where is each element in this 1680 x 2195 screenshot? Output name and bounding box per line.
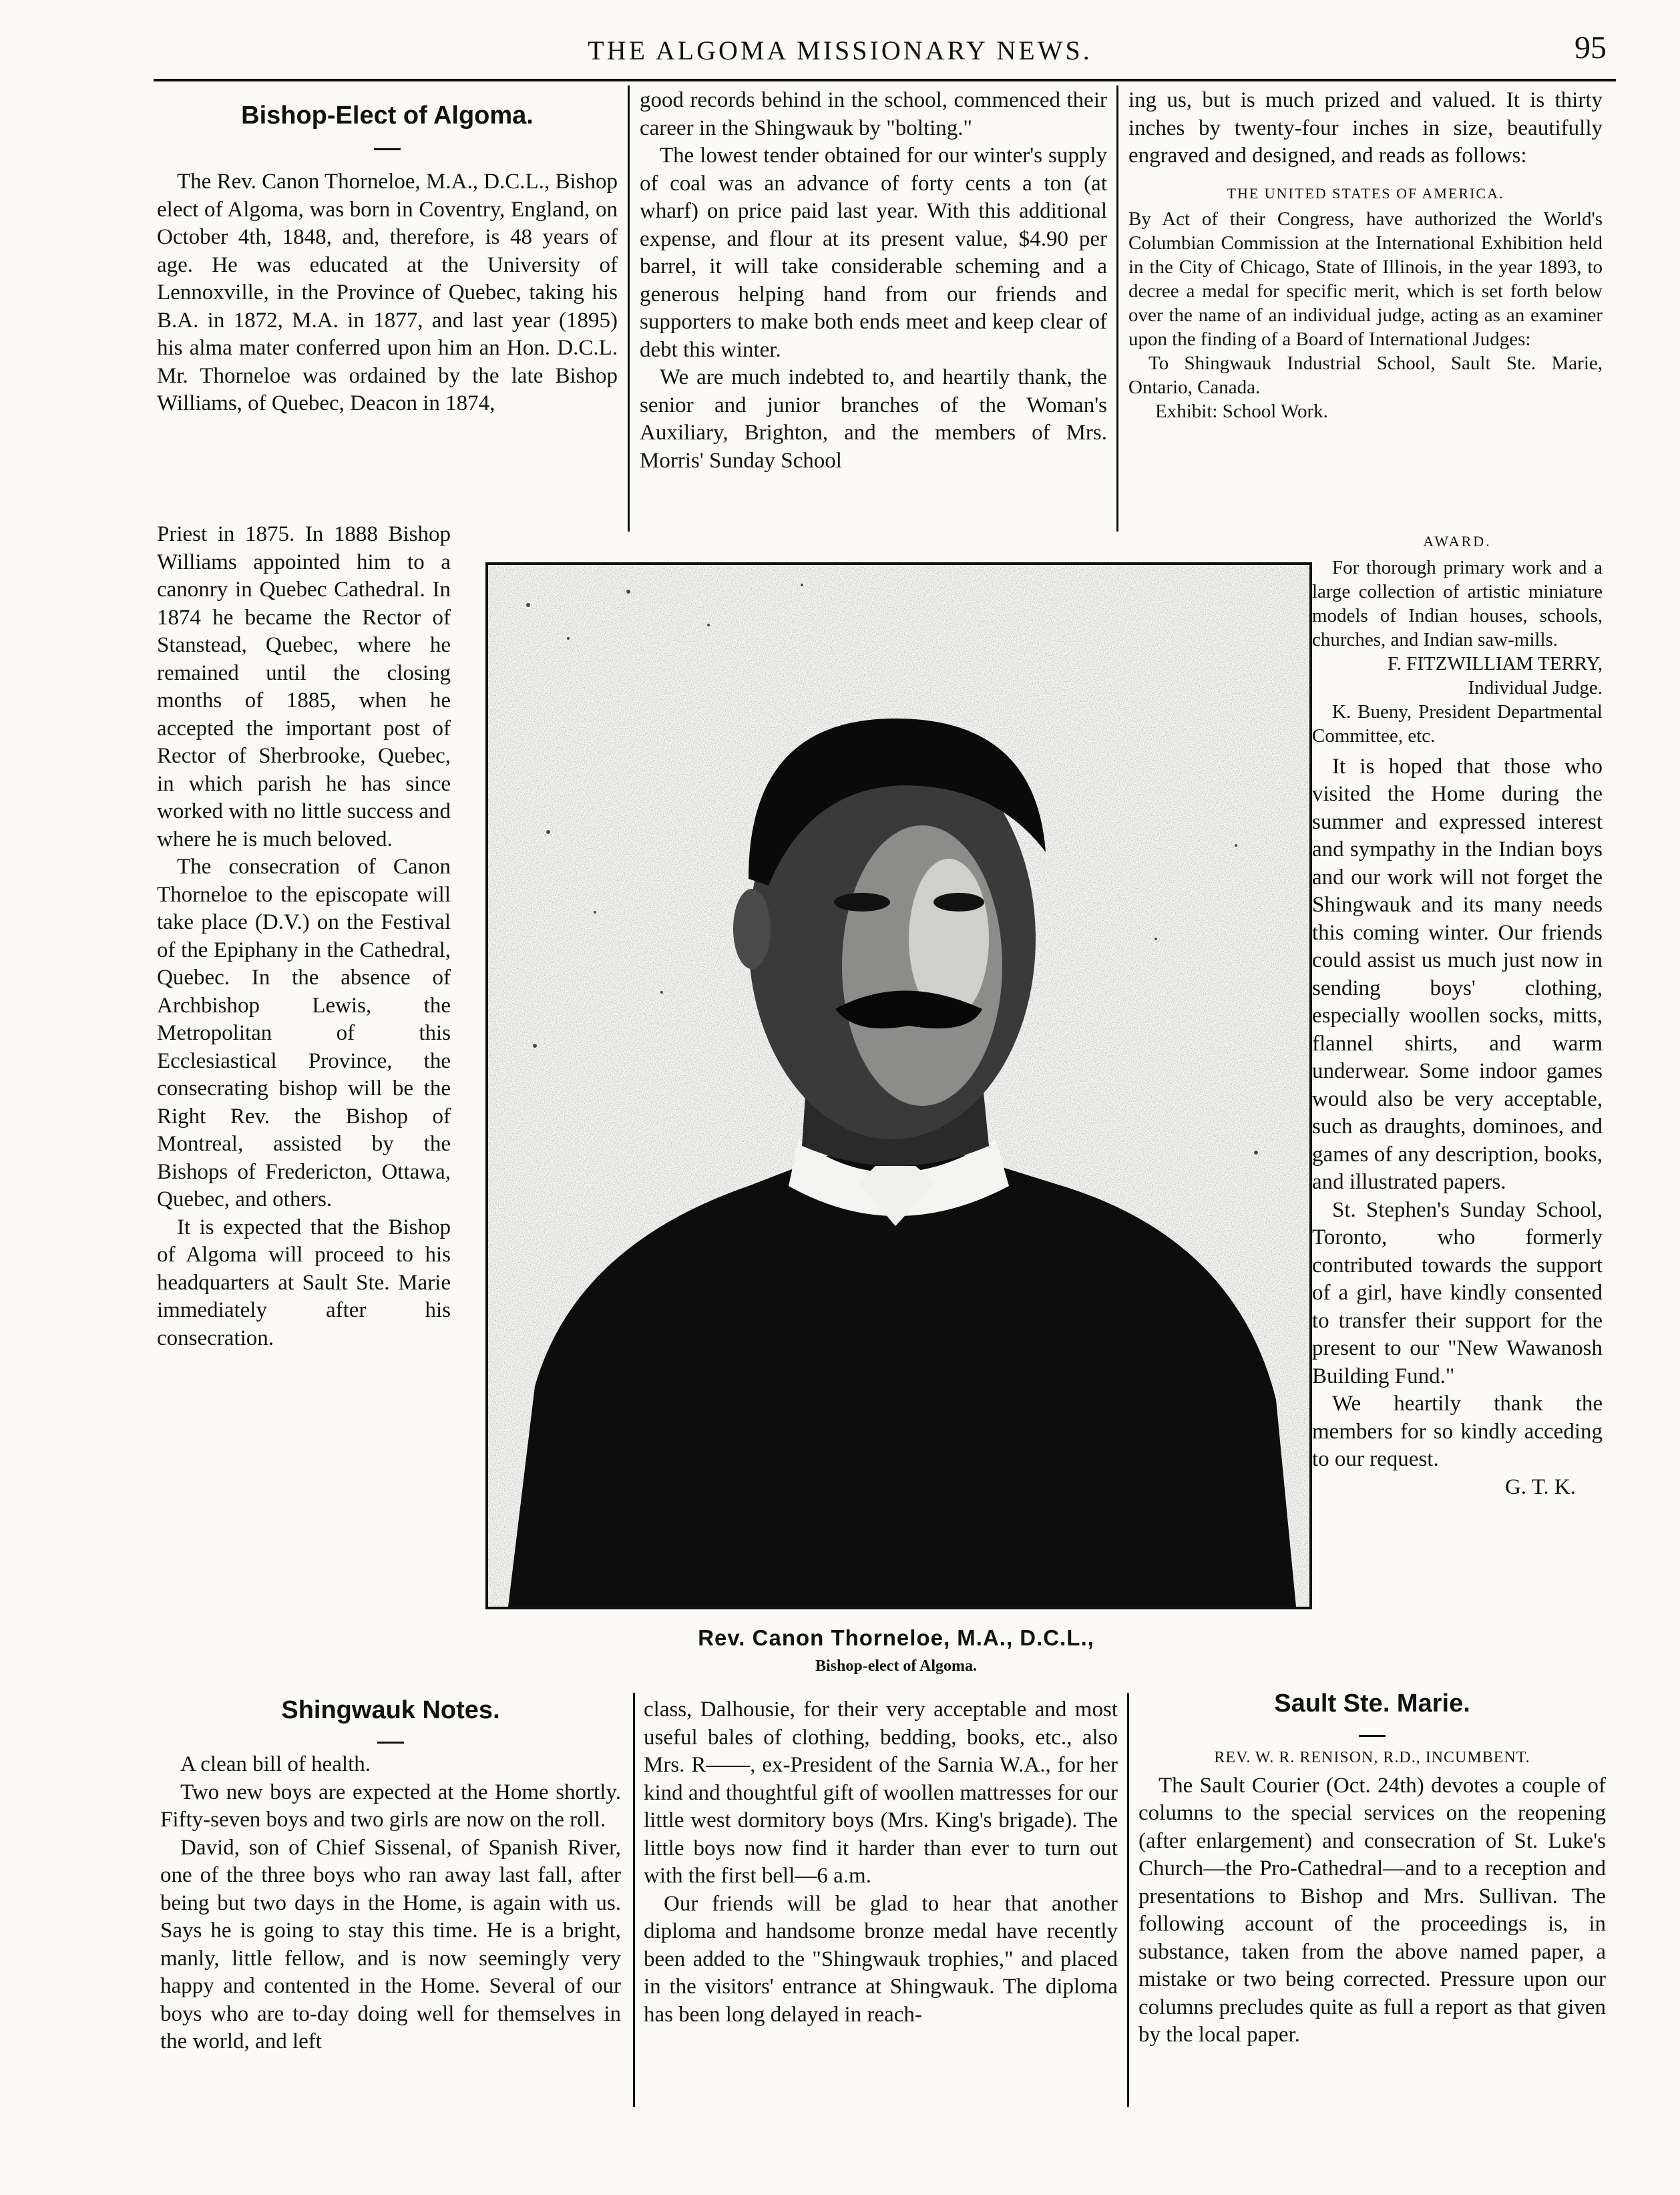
- right-para4: We heartily thank the members for so kindly acceding to our request.: [1312, 1392, 1603, 1471]
- middle-top-para3: We are much indebted to, and heartily thank, the senior and junior branches of the Woman's Auxiliary, Brighton, and the members of Mrs. Morris' Sunday School: [640, 365, 1107, 473]
- heading-dash: [1359, 1735, 1386, 1737]
- shingwauk-para2: Two new boys are expected at the Home shortly. Fifty-seven boys and two girls are now on the roll.: [160, 1780, 621, 1832]
- bishop-elect-para3: It is expected that the Bishop of Algoma will proceed to his headquarters at Sault Ste. Marie immediately after his consecration.: [157, 1215, 451, 1350]
- sault-ste-marie-heading: Sault Ste. Marie.: [1274, 1689, 1470, 1718]
- signature: G. T. K.: [1504, 1474, 1576, 1499]
- middle-top-column: [640, 87, 1107, 475]
- sault-para1: The Sault Courier (Oct. 24th) devotes a couple of columns to the special services on the reopening (after enlargement) and consecration of St. Luke's Church—the Pro-Cathedral—and to a reception and presentations to Bishop and Mrs. Sullivan. The following account of the proceedings is, in substance, taken from the above named paper, a mistake or two being corrected. Pressure upon our columns precludes quite as full a report as that given by the local paper.: [1138, 1773, 1606, 2047]
- judge-title: Individual Judge.: [1468, 676, 1603, 699]
- shingwauk-para1: A clean bill of health.: [180, 1752, 371, 1776]
- middle-bottom-column: [644, 1696, 1118, 2029]
- bishop-elect-narrow-column: [157, 521, 451, 1352]
- portrait-photo: [485, 562, 1312, 1609]
- diploma-recipient: To Shingwauk Industrial School, Sault Ste. Marie, Ontario, Canada.: [1128, 353, 1603, 398]
- portrait-caption: Rev. Canon Thorneloe, M.A., D.C.L.,: [698, 1625, 1094, 1650]
- incumbent-line: REV. W. R. RENISON, R.D., INCUMBENT.: [1214, 1749, 1530, 1766]
- running-title: THE ALGOMA MISSIONARY NEWS.: [588, 35, 1092, 65]
- sault-ste-marie-column: [1138, 1744, 1606, 2049]
- right-para3: St. Stephen's Sunday School, Toronto, who formerly contributed towards the support of a girl, have kindly consented to transfer their support for the present to our "New Wawanosh Building Fund.": [1312, 1197, 1603, 1388]
- middle-top-para2: The lowest tender obtained for our winter's supply of coal was an advance of forty cents a ton (at wharf) on price paid last year. With this additional expense, and flour at its present value, $4.90 per barrel, it will take considerable scheming and a generous helping hand from our friends and supporters to make both ends meet and keep clear of debt this winter.: [640, 144, 1107, 362]
- diploma-heading: THE UNITED STATES OF AMERICA.: [1227, 184, 1504, 202]
- running-head: [0, 19, 1680, 79]
- judge-name: F. FITZWILLIAM TERRY,: [1387, 652, 1603, 674]
- diploma-text: By Act of their Congress, have authorized the World's Columbian Commission at the International Exhibition held in the City of Chicago, State of Illinois, in the year 1893, to decree a medal for specific merit, which is set forth below over the name of an individual judge, acting as an examiner upon the finding of a Board of International Judges:: [1128, 208, 1603, 350]
- right-top-para1: ing us, but is much prized and valued. It is thirty inches by twenty-four inches in size, beautifully engraved and designed, and reads as follows:: [1128, 88, 1603, 168]
- shingwauk-notes-heading: Shingwauk Notes.: [281, 1696, 500, 1724]
- portrait-subcaption: Bishop-elect of Algoma.: [815, 1657, 977, 1675]
- right-para2: It is hoped that those who visited the Home during the summer and expressed interest and sympathy in the Indian boys and our work will not forget the Shingwauk and its many needs this coming winter. Our friends could assist us much just now in sending boys' clothing, especially woollen socks, mitts, flannel shirts, and warm underwear. Some indoor games would also be very acceptable, such as draughts, dominoes, and games of any description, books, and illustrated papers.: [1312, 754, 1603, 1194]
- column-rule: [1116, 85, 1118, 532]
- diploma-exhibit: Exhibit: School Work.: [1155, 401, 1328, 422]
- bishop-elect-heading: Bishop-Elect of Algoma.: [241, 102, 534, 130]
- shingwauk-para3: David, son of Chief Sissenal, of Spanish River, one of the three boys who ran away last fall, after being but two days in the Home, is again with us. Says he is going to stay this time. He is a bright, manly, little fellow, and is now seemingly very happy and contented in the Home. Several of our boys who are to-day doing well for themselves in the world, and left: [160, 1835, 621, 2053]
- header-rule: [154, 79, 1616, 81]
- heading-dash: [374, 148, 401, 150]
- bishop-elect-para1-wide: The Rev. Canon Thorneloe, M.A., D.C.L., Bishop elect of Algoma, was born in Coventry, England, on October 4th, 1848, and, therefore, is 48 years of age. He was educated at the University of Lennoxville, in the Province of Quebec, taking his B.A. in 1872, M.A. in 1877, and last year (1895) his alma mater conferred upon him an Hon. D.C.L. Mr. Thorneloe was ordained by the late Bishop Williams, of Quebec, Deacon in 1874,: [157, 170, 618, 415]
- right-top-column: [1128, 87, 1603, 423]
- shingwauk-notes-column: [160, 1751, 621, 2056]
- portrait-illustration: [488, 565, 1309, 1607]
- page-number: 95: [1574, 30, 1607, 65]
- award-heading: AWARD.: [1423, 533, 1492, 550]
- bishop-elect-para2: The consecration of Canon Thorneloe to the episcopate will take place (D.V.) on the Festival of the Epiphany in the Cathedral, Quebec. In the absence of Archbishop Lewis, the Metropolitan of this Ecclesiastical Province, the consecrating bishop will be the Right Rev. the Bishop of Montreal, assisted by the Bishops of Fredericton, Ottawa, Quebec, and others.: [157, 855, 451, 1211]
- heading-dash: [377, 1742, 404, 1744]
- middle-bottom-para2: Our friends will be glad to hear that another diploma and handsome bronze medal have recently been added to the "Shingwauk trophies," and placed in the visitors' entrance at Shingwauk. The diploma has been long delayed in reach-: [644, 1891, 1118, 2027]
- bishop-elect-para1-narrow: Priest in 1875. In 1888 Bishop Williams appointed him to a canonry in Quebec Cathedral. In 1874 he became the Rector of Stanstead, Quebec, where he remained until the closing months of 1885, when he accepted the important post of Rector of Sherbrooke, Quebec, in which parish he has since worked with no little success and where he is much beloved.: [157, 522, 451, 851]
- right-narrow-column: [1312, 528, 1603, 1501]
- middle-top-para1: good records behind in the school, commenced their career in the Shingwauk by "bolting.": [640, 88, 1107, 140]
- middle-bottom-para1: class, Dalhousie, for their very acceptable and most useful bales of clothing, bedding, books, etc., also Mrs. R——, ex-President of the Sarnia W.A., for her kind and thoughtful gift of woollen mattresses for our little west dormitory boys (Mrs. King's brigade). The little boys now find it harder than ever to turn out with the first bell—6 a.m.: [644, 1698, 1118, 1888]
- column-rule: [633, 1693, 635, 2107]
- award-text: For thorough primary work and a large collection of artistic miniature models of Indian houses, schools, churches, and Indian saw-mills.: [1312, 556, 1603, 650]
- president-line: K. Bueny, President Departmental Committee, etc.: [1312, 701, 1603, 747]
- column-rule: [628, 85, 630, 532]
- column-rule: [1127, 1693, 1129, 2107]
